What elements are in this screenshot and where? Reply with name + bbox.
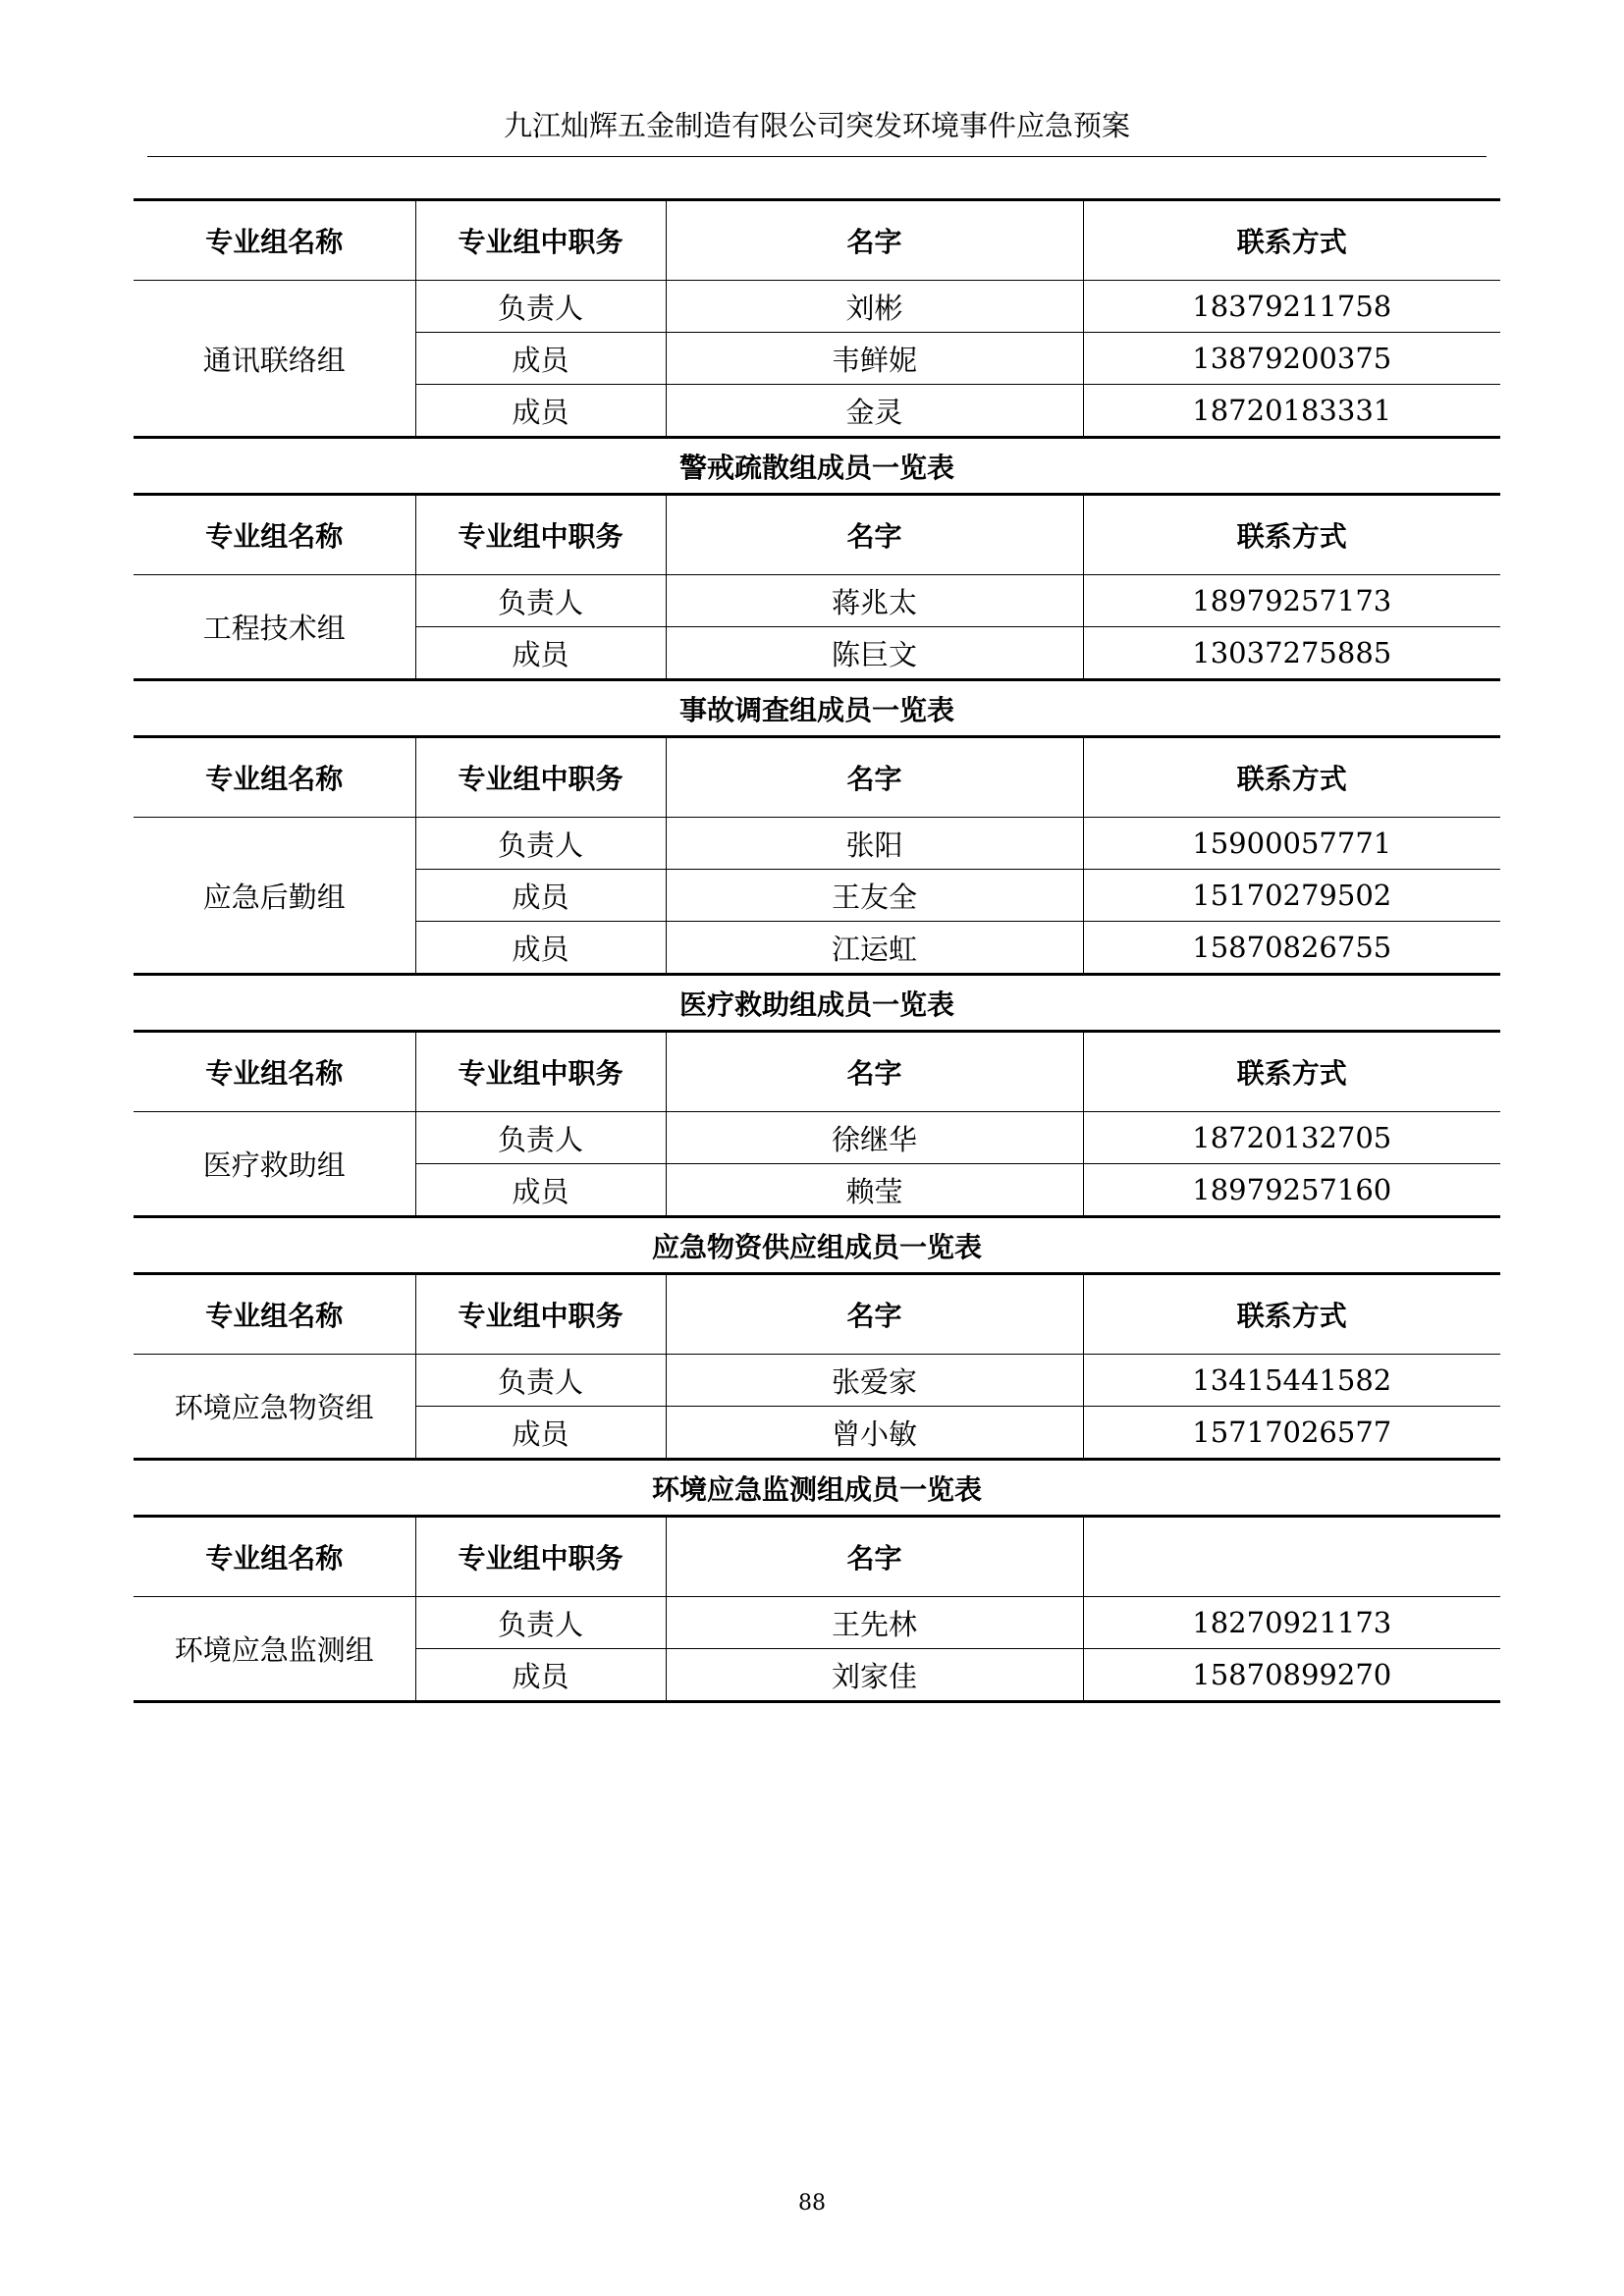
member-name-cell: 张阳 — [666, 818, 1083, 870]
col-header-role: 专业组中职务 — [415, 1274, 666, 1355]
col-header-group: 专业组名称 — [134, 1032, 415, 1112]
group-name-cell: 通讯联络组 — [134, 281, 415, 438]
group-name-cell: 环境应急物资组 — [134, 1355, 415, 1460]
member-name-cell: 江运虹 — [666, 922, 1083, 975]
col-header-name: 名字 — [666, 1274, 1083, 1355]
phone-cell: 15717026577 — [1083, 1407, 1500, 1460]
member-name-cell: 曾小敏 — [666, 1407, 1083, 1460]
role-cell: 负责人 — [415, 1597, 666, 1649]
phone-cell: 18979257160 — [1083, 1164, 1500, 1217]
role-cell: 负责人 — [415, 281, 666, 333]
phone-cell: 15870899270 — [1083, 1649, 1500, 1702]
table-row — [134, 1597, 1500, 1649]
col-header-group: 专业组名称 — [134, 495, 415, 575]
role-cell: 成员 — [415, 1407, 666, 1460]
col-header-contact: 联系方式 — [1083, 737, 1500, 818]
members-table-body — [134, 200, 1500, 1702]
col-header-contact: 联系方式 — [1083, 495, 1500, 575]
phone-cell: 18720132705 — [1083, 1112, 1500, 1164]
role-cell: 成员 — [415, 1164, 666, 1217]
section-title-row — [134, 975, 1500, 1032]
col-header-name: 名字 — [666, 495, 1083, 575]
col-header-contact: 联系方式 — [1083, 200, 1500, 281]
col-header-role: 专业组中职务 — [415, 1032, 666, 1112]
col-header-group: 专业组名称 — [134, 737, 415, 818]
role-cell: 负责人 — [415, 1355, 666, 1407]
page-header-title: 九江灿辉五金制造有限公司突发环境事件应急预案 — [503, 109, 1130, 142]
member-name-cell: 陈巨文 — [666, 627, 1083, 680]
phone-cell: 15870826755 — [1083, 922, 1500, 975]
member-name-cell: 徐继华 — [666, 1112, 1083, 1164]
header-row — [134, 495, 1500, 575]
section-title: 医疗救助组成员一览表 — [134, 975, 1500, 1032]
role-cell: 负责人 — [415, 1112, 666, 1164]
section-title: 警戒疏散组成员一览表 — [134, 438, 1500, 495]
phone-cell: 18979257173 — [1083, 575, 1500, 627]
role-cell: 成员 — [415, 333, 666, 385]
section-title: 环境应急监测组成员一览表 — [134, 1460, 1500, 1517]
table-row — [134, 281, 1500, 333]
phone-cell: 13415441582 — [1083, 1355, 1500, 1407]
group-name-cell: 工程技术组 — [134, 575, 415, 680]
phone-cell: 18270921173 — [1083, 1597, 1500, 1649]
phone-cell: 15900057771 — [1083, 818, 1500, 870]
col-header-role: 专业组中职务 — [415, 737, 666, 818]
group-name-cell: 应急后勤组 — [134, 818, 415, 975]
table-row — [134, 1355, 1500, 1407]
header-row — [134, 737, 1500, 818]
member-name-cell: 王先林 — [666, 1597, 1083, 1649]
role-cell: 成员 — [415, 870, 666, 922]
section-title-row — [134, 1460, 1500, 1517]
header-row — [134, 1517, 1500, 1597]
section-title: 应急物资供应组成员一览表 — [134, 1217, 1500, 1274]
col-header-role: 专业组中职务 — [415, 200, 666, 281]
section-title-row — [134, 438, 1500, 495]
page-number: 88 — [798, 2191, 826, 2216]
role-cell: 负责人 — [415, 575, 666, 627]
header-row — [134, 1274, 1500, 1355]
member-name-cell: 蒋兆太 — [666, 575, 1083, 627]
role-cell: 成员 — [415, 627, 666, 680]
col-header-contact — [1083, 1517, 1500, 1597]
col-header-role: 专业组中职务 — [415, 495, 666, 575]
table-row — [134, 1112, 1500, 1164]
group-name-cell: 医疗救助组 — [134, 1112, 415, 1217]
role-cell: 成员 — [415, 385, 666, 438]
col-header-name: 名字 — [666, 737, 1083, 818]
member-name-cell: 金灵 — [666, 385, 1083, 438]
header-rule — [147, 156, 1487, 157]
section-title-row — [134, 680, 1500, 737]
role-cell: 成员 — [415, 1649, 666, 1702]
table-row — [134, 818, 1500, 870]
phone-cell: 15170279502 — [1083, 870, 1500, 922]
role-cell: 成员 — [415, 922, 666, 975]
group-name-cell: 环境应急监测组 — [134, 1597, 415, 1702]
member-name-cell: 张爱家 — [666, 1355, 1083, 1407]
col-header-name: 名字 — [666, 1517, 1083, 1597]
member-name-cell: 刘彬 — [666, 281, 1083, 333]
table-row — [134, 575, 1500, 627]
member-name-cell: 赖莹 — [666, 1164, 1083, 1217]
phone-cell: 13879200375 — [1083, 333, 1500, 385]
col-header-group: 专业组名称 — [134, 200, 415, 281]
phone-cell: 18379211758 — [1083, 281, 1500, 333]
members-table — [134, 198, 1500, 1703]
member-name-cell: 刘家佳 — [666, 1649, 1083, 1702]
col-header-role: 专业组中职务 — [415, 1517, 666, 1597]
header-row — [134, 200, 1500, 281]
member-name-cell: 王友全 — [666, 870, 1083, 922]
col-header-contact: 联系方式 — [1083, 1032, 1500, 1112]
phone-cell: 18720183331 — [1083, 385, 1500, 438]
section-title: 事故调查组成员一览表 — [134, 680, 1500, 737]
col-header-name: 名字 — [666, 200, 1083, 281]
role-cell: 负责人 — [415, 818, 666, 870]
col-header-group: 专业组名称 — [134, 1274, 415, 1355]
phone-cell: 13037275885 — [1083, 627, 1500, 680]
member-name-cell: 韦鲜妮 — [666, 333, 1083, 385]
col-header-contact: 联系方式 — [1083, 1274, 1500, 1355]
col-header-name: 名字 — [666, 1032, 1083, 1112]
section-title-row — [134, 1217, 1500, 1274]
col-header-group: 专业组名称 — [134, 1517, 415, 1597]
header-row — [134, 1032, 1500, 1112]
